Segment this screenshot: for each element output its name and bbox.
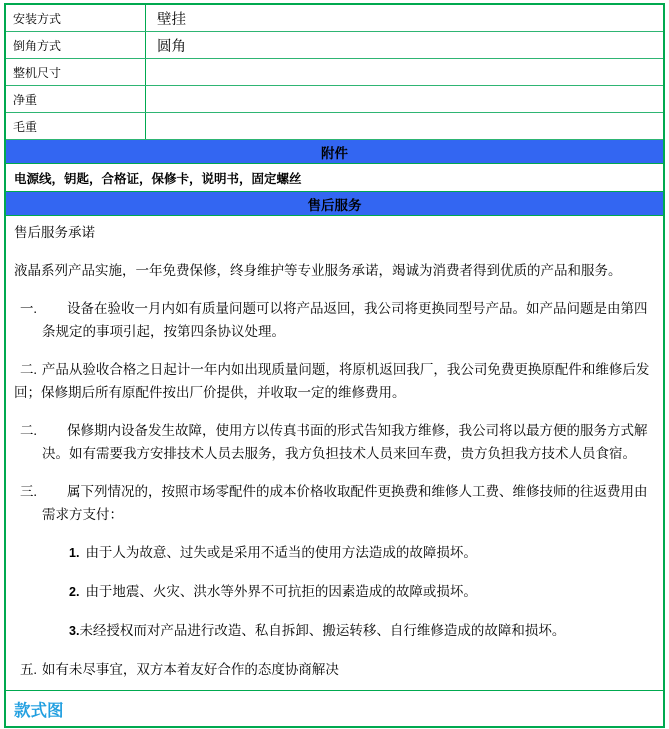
style-diagram-section [6, 690, 663, 726]
list-text: 设备在验收一月内如有质量问题可以将产品返回，我公司将更换同型号产品。如产品问题是由第四条规定的事项引起，按第四条协议处理。 [42, 301, 648, 339]
list-marker: 二. [20, 423, 37, 438]
spec-value: 圆角 [157, 38, 186, 55]
accessories-content: 电源线，钥匙，合格证，保修卡，说明书，固定螺丝 [6, 164, 663, 192]
list-text: 未经授权而对产品进行改造、私自拆卸、搬运转移、自行维修造成的故障和损坏。 [79, 623, 566, 638]
service-paragraph [12, 480, 657, 526]
style-diagram-label: 款式图 [14, 701, 64, 720]
list-text: 由于地震、火灾、洪水等外界不可抗拒的因素造成的故障或损坏。 [85, 584, 477, 599]
service-paragraph: 售后服务承诺 [14, 225, 95, 240]
spec-label: 整机尺寸 [6, 59, 146, 85]
list-text: 如有未尽事宜，双方本着友好合作的态度协商解决 [41, 662, 339, 677]
list-marker: 二. [20, 362, 37, 377]
product-detail-document [4, 3, 665, 728]
after-sales-text [6, 216, 663, 690]
table-row [6, 32, 663, 59]
service-paragraph [12, 419, 657, 465]
list-text: 保修期内设备发生故障，使用方以传真书面的形式告知我方维修，我公司将以最方便的服务方式解决。如有需要我方安排技术人员去服务，我方负担技术人员来回车费，贵方负担我方技术人员食宿。 [42, 423, 648, 461]
list-marker: 2. [69, 585, 80, 599]
table-row [6, 59, 663, 86]
spec-table [6, 5, 663, 140]
service-paragraph [12, 297, 657, 343]
spec-value: 壁挂 [157, 11, 186, 28]
list-text: 由于人为故意、过失或是采用不适当的使用方法造成的故障损坏。 [85, 545, 477, 560]
service-paragraph [12, 580, 657, 604]
list-marker: 三. [20, 484, 37, 499]
service-paragraph [12, 658, 657, 681]
list-marker: 3. [69, 624, 80, 638]
spec-label: 净重 [6, 86, 146, 112]
service-paragraph [12, 358, 657, 404]
table-row [6, 113, 663, 140]
service-paragraph [12, 541, 657, 565]
list-text: 产品从验收合格之日起计一年内如出现质量问题，将原机返回我厂，我公司免费更换原配件和维修后发回；保修期后所有原配件按出厂价提供，并收取一定的维修费用。 [14, 362, 650, 400]
spec-label: 毛重 [6, 113, 146, 139]
service-paragraph: 液晶系列产品实施，一年免费保修，终身维护等专业服务承诺，竭诚为消费者得到优质的产品和服务。 [14, 263, 622, 278]
list-marker: 一. [20, 301, 37, 316]
list-marker: 五. [20, 662, 37, 677]
section-header-after-sales: 售后服务 [6, 192, 663, 216]
spec-label: 倒角方式 [6, 32, 146, 58]
service-paragraph [12, 619, 657, 643]
table-row [6, 5, 663, 32]
section-header-accessories: 附件 [6, 140, 663, 164]
spec-label: 安装方式 [6, 5, 146, 31]
list-text: 属下列情况的，按照市场零配件的成本价格收取配件更换费和维修人工费、维修技师的往返费用由需求方支付： [42, 484, 648, 522]
table-row [6, 86, 663, 113]
list-marker: 1. [69, 546, 80, 560]
